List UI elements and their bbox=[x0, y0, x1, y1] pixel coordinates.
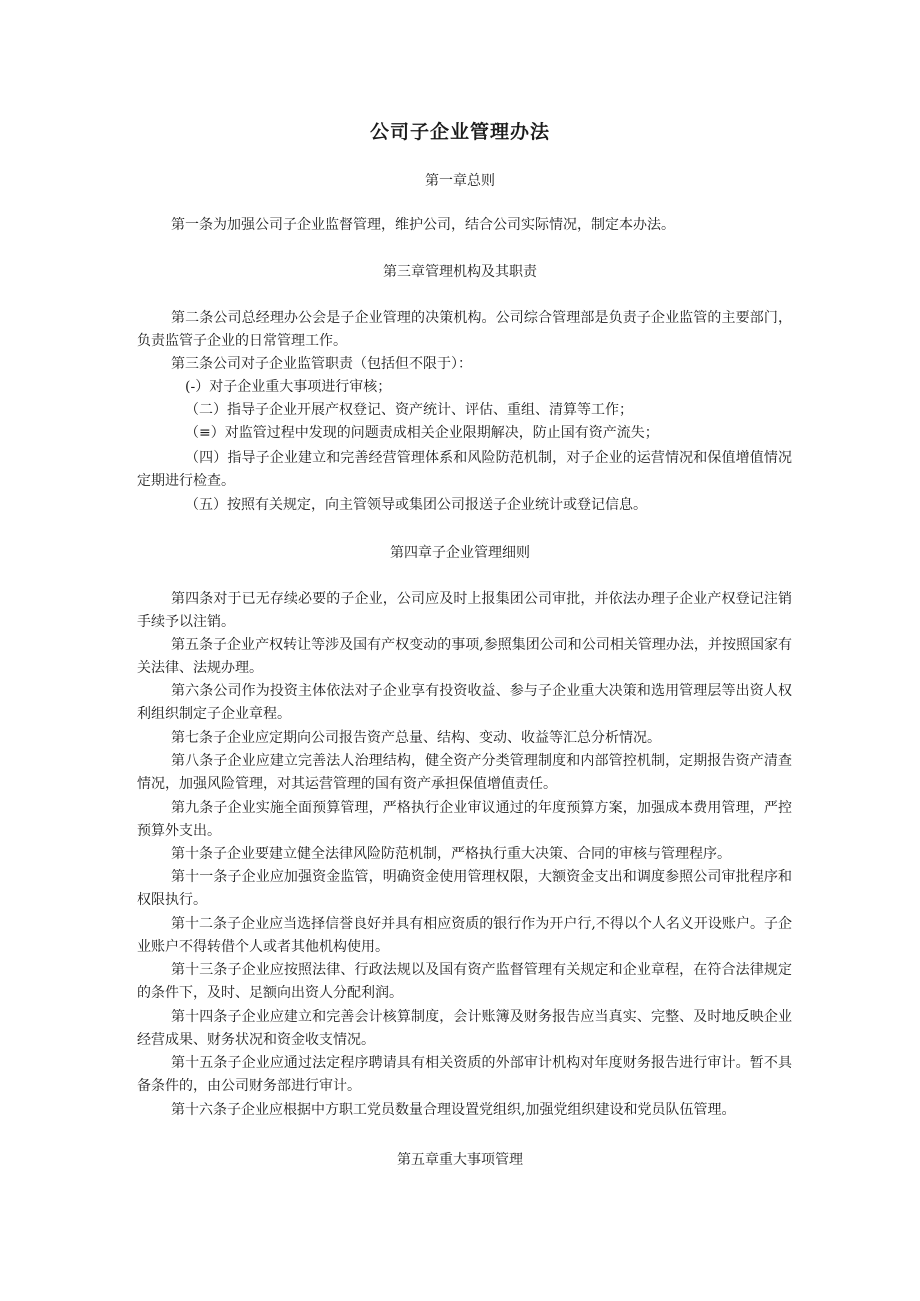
article-10: 第十条子企业要建立健全法律风险防范机制，严格执行重大决策、合同的审核与管理程序。 bbox=[171, 846, 731, 862]
article-3-item-5: （五）按照有关规定，向主管领导或集团公司报送子企业统计或登记信息。 bbox=[185, 497, 647, 513]
article-3-item-1: (-）对子企业重大事项进行审核； bbox=[185, 379, 392, 395]
article-4: 第四条对于已无存续必要的子企业，公司应及时上报集团公司审批，并依法办理子企业产权登记注销手续予以注销。 bbox=[137, 591, 792, 631]
chapter-3-heading: 第三章管理机构及其职责 bbox=[383, 264, 537, 280]
article-3-item-2: （二）指导子企业开展产权登记、资产统计、评估、重组、清算等工作； bbox=[185, 402, 633, 418]
article-11: 第十一条子企业应加强资金监管，明确资金使用管理权限，大额资金支出和调度参照公司审批程序和权限执行。 bbox=[137, 869, 792, 909]
article-15: 第十五条子企业应通过法定程序聘请具有相关资质的外部审计机构对年度财务报告进行审计。暂不具备条件的，由公司财务部进行审计。 bbox=[137, 1055, 792, 1095]
article-8: 第八条子企业应建立完善法人治理结构，健全资产分类管理制度和内部管控机制，定期报告资产清查情况，加强风险管理，对其运营管理的国有资产承担保值增值责任。 bbox=[137, 753, 792, 793]
article-12: 第十二条子企业应当选择信誉良好并具有相应资质的银行作为开户行,不得以个人名义开设账户。子企业账户不得转借个人或者其他机构使用。 bbox=[137, 916, 792, 956]
article-13: 第十三条子企业应按照法律、行政法规以及国有资产监督管理有关规定和企业章程，在符合法律规定的条件下，及时、足额向出资人分配利润。 bbox=[137, 962, 792, 1002]
article-5: 第五条子企业产权转让等涉及国有产权变动的事项,参照集团公司和公司相关管理办法，并按照国家有关法律、法规办理。 bbox=[137, 637, 792, 677]
document-title: 公司子企业管理办法 bbox=[369, 121, 550, 143]
article-14: 第十四条子企业应建立和完善会计核算制度，会计账簿及财务报告应当真实、完整、及时地反映企业经营成果、财务状况和资金收支情况。 bbox=[137, 1009, 792, 1049]
chapter-5-heading: 第五章重大事项管理 bbox=[397, 1152, 523, 1168]
chapter-4-heading: 第四章子企业管理细则 bbox=[390, 545, 530, 561]
article-3: 第三条公司对子企业监管职责（包括但不限于）： bbox=[171, 356, 472, 372]
article-6: 第六条公司作为投资主体依法对子企业享有投资收益、参与子企业重大决策和选用管理层等出资人权利组织制定子企业章程。 bbox=[137, 683, 792, 723]
article-3-item-4: （四）指导子企业建立和完善经营管理体系和风险防范机制，对子企业的运营情况和保值增值情况定期进行检查。 bbox=[137, 450, 792, 490]
article-9: 第九条子企业实施全面预算管理，严格执行企业审议通过的年度预算方案，加强成本费用管理，严控预算外支出。 bbox=[137, 800, 792, 840]
article-7: 第七条子企业应定期向公司报告资产总量、结构、变动、收益等汇总分析情况。 bbox=[171, 730, 661, 746]
article-16: 第十六条子企业应根据中方职工党员数量合理设置党组织,加强党组织建设和党员队伍管理。 bbox=[171, 1102, 736, 1118]
article-3-item-3: （≡）对监管过程中发现的问题责成相关企业限期解决，防止国有资产流失； bbox=[185, 425, 659, 441]
article-2: 第二条公司总经理办公会是子企业管理的决策机构。公司综合管理部是负责子企业监管的主要部门，负责监管子企业的日常管理工作。 bbox=[137, 310, 792, 350]
chapter-1-heading: 第一章总则 bbox=[425, 173, 495, 189]
article-1: 第一条为加强公司子企业监督管理，维护公司，结合公司实际情况，制定本办法。 bbox=[171, 217, 675, 233]
